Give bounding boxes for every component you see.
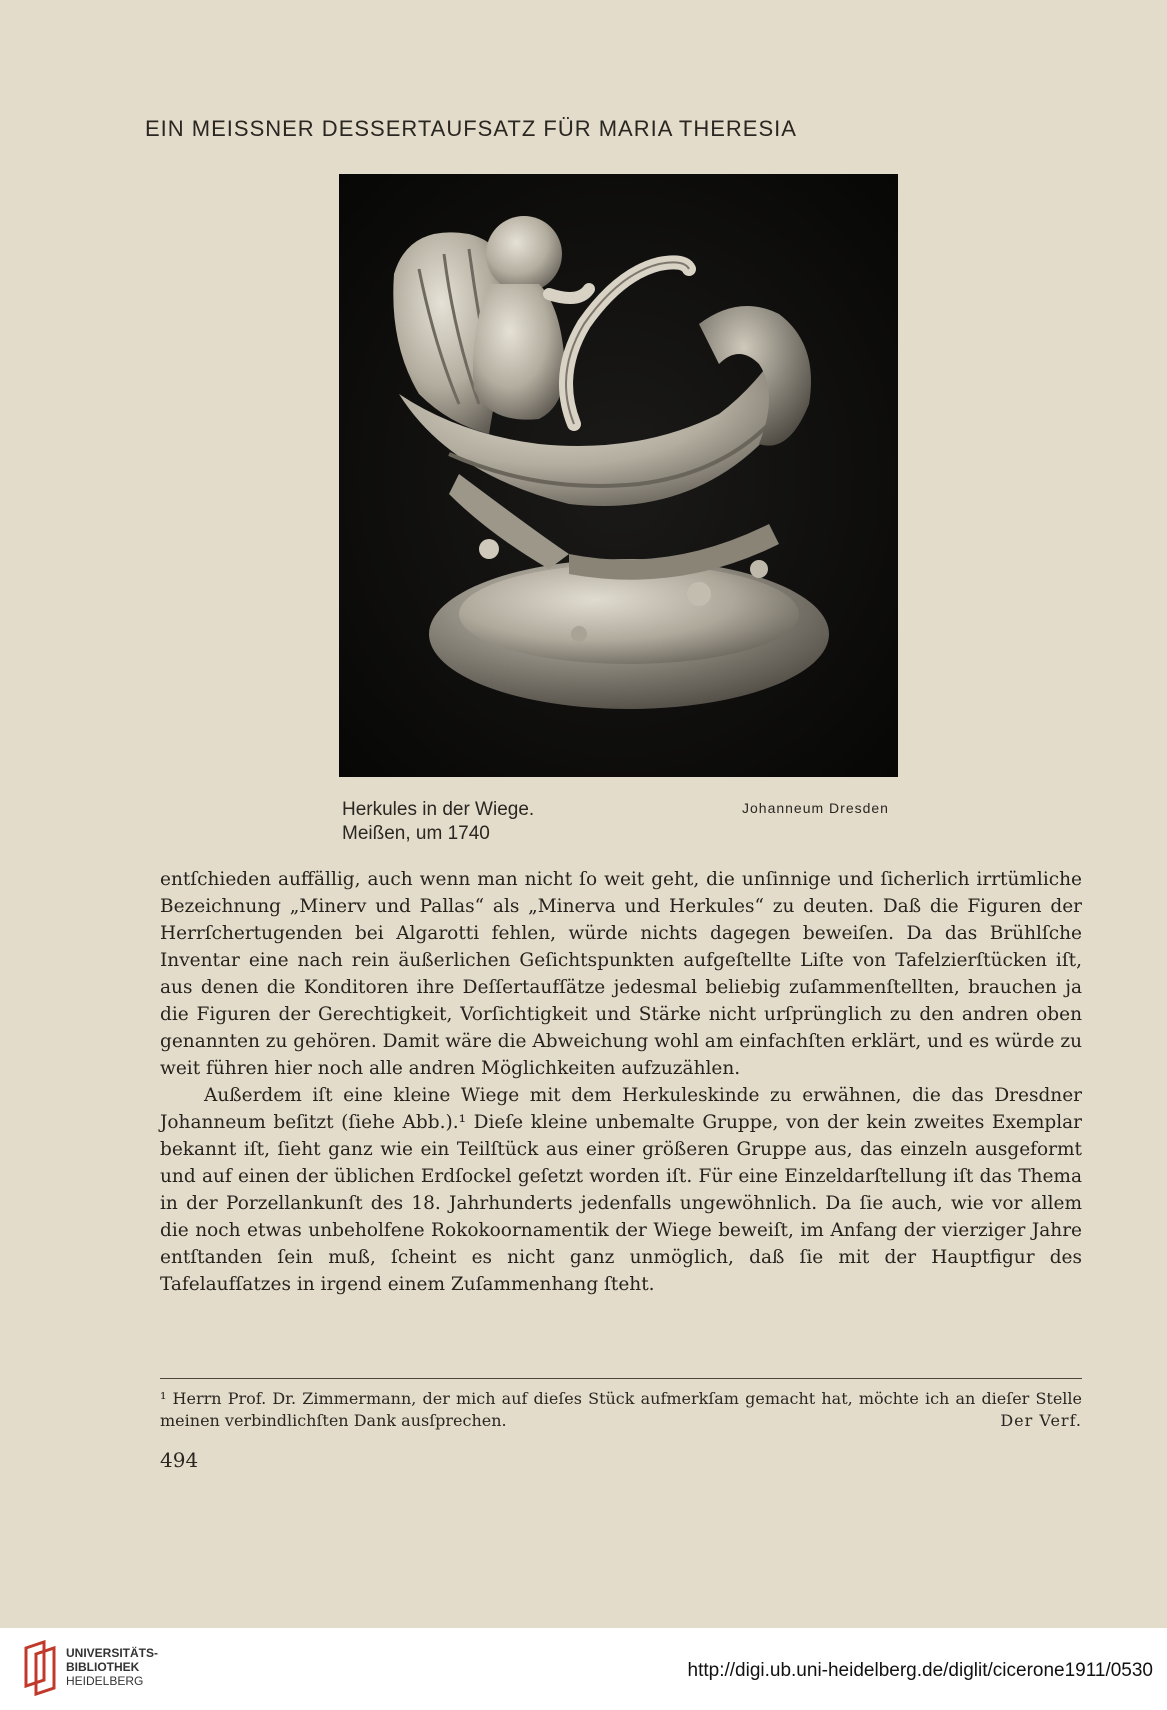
paragraph: Außerdem iſt eine kleine Wiege mit dem Herkuleskinde zu erwähnen, die das Dresdner Johanneum beſitzt (ſiehe Abb.).¹ Dieſe kleine unbemalte Gruppe, von der kein zweites Exemplar bekannt iſt, ſieht ganz wie ein Teilſtück aus einer größeren Gruppe aus, das einzeln ausgeformt und auf einen der üblichen Erdſockel geſetzt worden iſt. Für eine Einzeldarſtellung iſt das Thema in der Porzellankunſt des 18. Jahrhunderts jedenfalls ungewöhnlich. Da ſie auch, wie vor allem die noch etwas unbeholfene Rokokoornamentik der Wiege beweiſt, im Anfang der vierziger Jahre entſtanden ſein muß, ſcheint es nicht ganz unmöglich, daß ſie mit der Hauptfigur des Tafelaufſatzes in irgend einem Zuſammenhang ſteht. [160, 1085, 1082, 1295]
paragraph: entſchieden auffällig, auch wenn man nicht ſo weit geht, die unſinnige und ſicherlich irrtümliche Bezeichnung „Minerv und Pallas“ als „Minerva und Herkules“ zu deuten. Daß die Figuren der Herrſchertugenden bei Algarotti fehlen, würde nichts dagegen beweiſen. Da das Brühlſche Inventar eine nach rein äußerlichen Geſichtspunkten aufgeſtellte Liſte von Tafelzierſtücken iſt, aus denen die Konditoren ihre Deſſertaufſätze jedesmal beliebig zuſammenſtellten, brauchen ja die Figuren der Gerechtigkeit, Vorſichtigkeit und Stärke nicht urſprünglich zu den andren oben genannten zu gehören. Damit wäre die Abweichung wohl am einfachſten erklärt, und es würde zu weit führen hier noch alle andren Möglichkeiten aufzuzählen. [160, 869, 1082, 1079]
footnote-divider [160, 1378, 1082, 1379]
figure-caption-title: Herkules in der Wiege. [342, 799, 535, 820]
child-body [473, 284, 565, 420]
figure-caption-date: Meißen, um 1740 [342, 823, 490, 844]
figure-caption [342, 798, 534, 846]
library-logo-icon [22, 1640, 60, 1698]
footnote-signature: Der Verf. [1000, 1411, 1082, 1430]
porcelain-cradle-illustration [339, 174, 898, 777]
digitization-footer [0, 1628, 1167, 1710]
footnote-text: ¹ Herrn Prof. Dr. Zimmermann, der mich auf dieſes Stück aufmerkſam gemacht hat, möchte ich an dieſer Stelle meinen verbindlichſten Dank ausſprechen. [160, 1389, 1082, 1430]
child-head [486, 216, 562, 292]
figure-credit: Johanneum Dresden [742, 800, 889, 816]
body-text [160, 866, 1082, 1298]
figure-photograph [339, 174, 898, 777]
footnote [160, 1388, 1082, 1432]
running-head: EIN MEISSNER DESSERTAUFSATZ FÜR MARIA THERESIA [145, 116, 797, 141]
permalink-url[interactable]: http://digi.ub.uni-heidelberg.de/diglit/cicerone1911/0530 [687, 1660, 1153, 1681]
library-name: UNIVERSITÄTS- BIBLIOTHEK HEIDELBERG [66, 1646, 159, 1688]
page-number: 494 [160, 1448, 199, 1472]
